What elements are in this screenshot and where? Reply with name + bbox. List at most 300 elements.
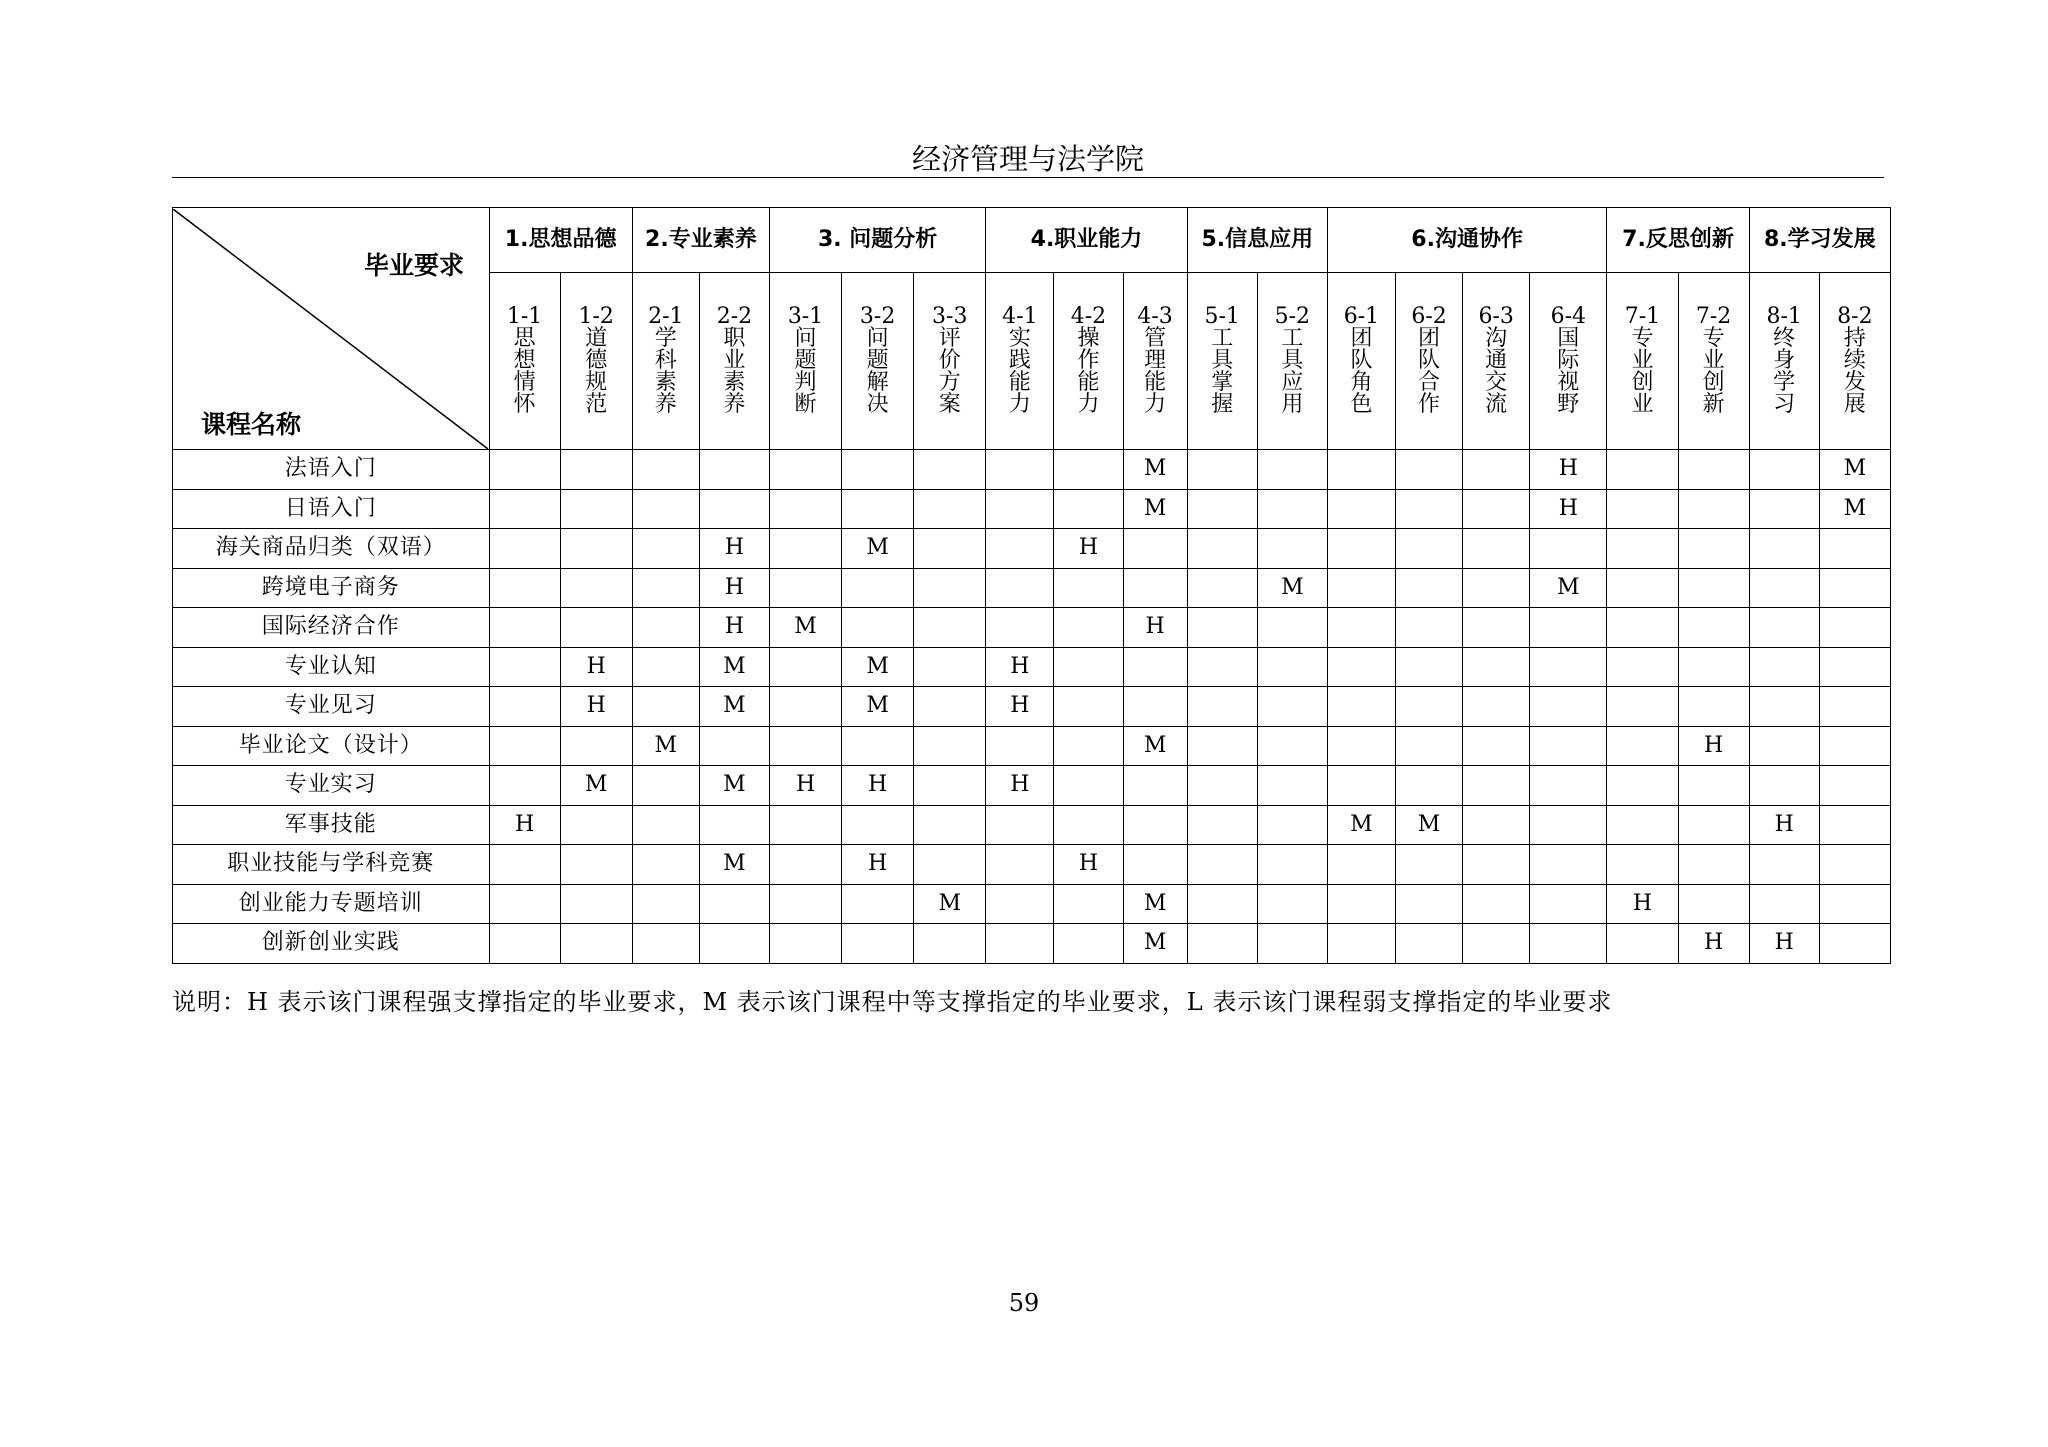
support-level-cell: H (1054, 529, 1123, 569)
support-level-cell (914, 647, 986, 687)
support-level-cell: M (1530, 568, 1607, 608)
support-level-cell (986, 726, 1054, 766)
support-level-cell (986, 489, 1054, 529)
support-level-cell (914, 608, 986, 648)
support-level-cell (699, 924, 769, 964)
course-name-cell: 专业见习 (173, 687, 490, 727)
support-level-cell (1749, 568, 1819, 608)
support-level-cell (1463, 766, 1530, 806)
table-row (173, 529, 1891, 569)
table-row (173, 924, 1891, 964)
sub-requirement-name: 团队角色 (1350, 326, 1373, 417)
requirement-group-header: 8.学习发展 (1749, 208, 1890, 273)
support-level-cell (1749, 489, 1819, 529)
requirement-group-header: 5.信息应用 (1187, 208, 1327, 273)
support-level-cell (1257, 687, 1327, 727)
support-level-cell (1678, 450, 1749, 490)
support-level-cell (1749, 450, 1819, 490)
sub-requirement-header (1530, 273, 1607, 450)
sub-requirement-code: 4-2 (1070, 304, 1107, 329)
legend-note: 说明：H 表示该门课程强支撑指定的毕业要求，M 表示该门课程中等支撑指定的毕业要求，L 表示该门课程弱支撑指定的毕业要求 (172, 988, 1613, 1016)
sub-requirement-code: 3-2 (859, 304, 896, 329)
support-level-cell (1054, 805, 1123, 845)
support-level-cell: M (632, 726, 699, 766)
support-level-cell (1054, 687, 1123, 727)
support-level-cell (1819, 647, 1890, 687)
sub-requirement-code: 1-1 (506, 304, 543, 329)
support-level-cell (986, 568, 1054, 608)
support-level-cell: M (1819, 489, 1890, 529)
sub-requirement-header (699, 273, 769, 450)
support-level-cell (1257, 845, 1327, 885)
support-level-cell (914, 489, 986, 529)
sub-requirement-code: 8-1 (1766, 304, 1802, 329)
support-level-cell: H (1530, 450, 1607, 490)
support-level-cell: H (986, 687, 1054, 727)
sub-requirement-name: 思想情怀 (513, 326, 536, 417)
support-level-cell (489, 924, 560, 964)
support-level-cell (1530, 529, 1607, 569)
support-level-cell (1463, 568, 1530, 608)
sub-requirement-header (769, 273, 841, 450)
support-level-cell (489, 687, 560, 727)
support-level-cell (914, 568, 986, 608)
course-name-cell: 日语入门 (173, 489, 490, 529)
support-level-cell (489, 450, 560, 490)
support-level-cell (489, 489, 560, 529)
sub-requirement-name: 道德规范 (585, 326, 608, 417)
support-level-cell (1463, 489, 1530, 529)
support-level-cell (560, 608, 632, 648)
support-level-cell (699, 884, 769, 924)
support-level-cell (842, 568, 914, 608)
sub-requirement-header (1396, 273, 1463, 450)
support-level-cell (1257, 766, 1327, 806)
support-level-cell (1396, 726, 1463, 766)
support-level-cell (632, 489, 699, 529)
support-level-cell (986, 924, 1054, 964)
support-level-cell (1257, 924, 1327, 964)
sub-requirement-header (1819, 273, 1890, 450)
support-level-cell (1463, 529, 1530, 569)
support-level-cell (1257, 529, 1327, 569)
support-level-cell: H (1678, 924, 1749, 964)
table-row (173, 608, 1891, 648)
support-level-cell (1819, 726, 1890, 766)
support-level-cell (1054, 450, 1123, 490)
support-level-cell (1054, 647, 1123, 687)
support-level-cell (489, 884, 560, 924)
requirement-group-header: 4.职业能力 (986, 208, 1187, 273)
table-row (173, 450, 1891, 490)
support-level-cell (1187, 687, 1257, 727)
support-level-cell (1463, 805, 1530, 845)
support-level-cell (1123, 529, 1187, 569)
support-level-cell: H (842, 766, 914, 806)
corner-label-requirements: 毕业要求 (363, 250, 464, 280)
support-level-cell (560, 726, 632, 766)
support-level-cell (1054, 608, 1123, 648)
support-level-cell (1749, 726, 1819, 766)
sub-requirement-header (1054, 273, 1123, 450)
sub-requirement-header (1678, 273, 1749, 450)
support-level-cell: M (914, 884, 986, 924)
support-level-cell: H (986, 647, 1054, 687)
support-level-cell (769, 450, 841, 490)
course-name-cell: 毕业论文（设计） (173, 726, 490, 766)
support-level-cell (1607, 489, 1678, 529)
support-level-cell (1819, 845, 1890, 885)
support-level-cell: M (842, 647, 914, 687)
support-level-cell (1327, 884, 1395, 924)
support-level-cell (1327, 608, 1395, 648)
support-level-cell (1257, 489, 1327, 529)
support-level-cell (560, 924, 632, 964)
support-level-cell (842, 726, 914, 766)
sub-requirement-header (986, 273, 1054, 450)
group-header-row (173, 208, 1891, 273)
support-level-cell (769, 726, 841, 766)
support-level-cell (632, 766, 699, 806)
sub-requirement-code: 6-3 (1478, 304, 1514, 329)
support-level-cell (632, 608, 699, 648)
support-level-cell (1187, 884, 1257, 924)
support-level-cell (1819, 924, 1890, 964)
support-level-cell (1054, 568, 1123, 608)
table-row (173, 766, 1891, 806)
sub-requirement-name: 终身学习 (1773, 326, 1796, 417)
support-level-cell: M (1123, 726, 1187, 766)
support-level-cell: H (1678, 726, 1749, 766)
support-level-cell (1054, 884, 1123, 924)
support-level-cell (986, 845, 1054, 885)
table-corner-cell (173, 208, 490, 450)
support-level-cell (1749, 766, 1819, 806)
sub-requirement-header (1257, 273, 1327, 450)
support-level-cell (1530, 687, 1607, 727)
support-level-cell (1749, 647, 1819, 687)
support-level-cell (1327, 489, 1395, 529)
sub-requirement-header (842, 273, 914, 450)
support-level-cell (1463, 647, 1530, 687)
support-level-cell (914, 766, 986, 806)
support-level-cell (1396, 608, 1463, 648)
support-level-cell (632, 845, 699, 885)
support-level-cell (1530, 647, 1607, 687)
support-level-cell (1819, 766, 1890, 806)
support-level-cell (1054, 766, 1123, 806)
support-level-cell (1123, 647, 1187, 687)
support-level-cell: H (1054, 845, 1123, 885)
support-level-cell (769, 805, 841, 845)
table-row (173, 884, 1891, 924)
support-level-cell (1678, 884, 1749, 924)
support-level-cell (560, 845, 632, 885)
support-level-cell: M (1123, 884, 1187, 924)
support-level-cell (914, 924, 986, 964)
sub-requirement-code: 7-1 (1624, 304, 1661, 329)
support-level-cell (1396, 568, 1463, 608)
sub-requirement-header (1463, 273, 1530, 450)
sub-requirement-code: 8-2 (1837, 304, 1873, 329)
support-level-cell (1463, 884, 1530, 924)
support-level-cell (842, 450, 914, 490)
support-level-cell (1396, 766, 1463, 806)
support-level-cell: H (986, 766, 1054, 806)
sub-requirement-name: 实践能力 (1008, 326, 1031, 417)
support-level-cell (1678, 647, 1749, 687)
support-level-cell (1607, 687, 1678, 727)
sub-requirement-code: 1-2 (578, 304, 614, 329)
support-level-cell (1530, 924, 1607, 964)
support-level-cell: H (1607, 884, 1678, 924)
table-row (173, 489, 1891, 529)
sub-requirement-code: 2-2 (716, 304, 753, 329)
support-level-cell (560, 450, 632, 490)
support-level-cell (1819, 568, 1890, 608)
sub-requirement-name: 管理能力 (1144, 326, 1167, 417)
sub-requirement-header (914, 273, 986, 450)
support-level-cell (489, 845, 560, 885)
support-level-cell (1678, 529, 1749, 569)
support-level-cell (986, 884, 1054, 924)
support-level-cell (914, 845, 986, 885)
support-level-cell (1187, 647, 1257, 687)
support-level-cell (1396, 924, 1463, 964)
support-level-cell: H (1749, 805, 1819, 845)
support-level-cell (1530, 884, 1607, 924)
sub-requirement-name: 工具掌握 (1211, 326, 1234, 417)
support-level-cell (1607, 766, 1678, 806)
support-level-cell (1257, 608, 1327, 648)
support-level-cell (1123, 805, 1187, 845)
sub-requirement-code: 4-3 (1137, 304, 1173, 329)
course-name-cell: 军事技能 (173, 805, 490, 845)
support-level-cell (1463, 608, 1530, 648)
support-level-cell (1327, 450, 1395, 490)
support-level-cell (632, 884, 699, 924)
support-level-cell (986, 529, 1054, 569)
support-level-cell (1819, 884, 1890, 924)
table-row (173, 568, 1891, 608)
support-level-cell (914, 450, 986, 490)
sub-requirement-name: 团队合作 (1418, 326, 1441, 417)
support-level-cell: M (842, 529, 914, 569)
support-level-cell (914, 805, 986, 845)
support-level-cell: M (560, 766, 632, 806)
sub-requirement-header (632, 273, 699, 450)
sub-requirement-code: 4-1 (1002, 304, 1038, 329)
sub-requirement-header (1123, 273, 1187, 450)
sub-requirement-name: 持续发展 (1843, 326, 1866, 417)
sub-requirement-name: 工具应用 (1281, 326, 1304, 417)
support-level-cell (632, 529, 699, 569)
support-level-cell (1396, 529, 1463, 569)
support-level-cell: M (769, 608, 841, 648)
support-level-cell (842, 884, 914, 924)
support-level-cell (1607, 450, 1678, 490)
requirement-group-header: 6.沟通协作 (1327, 208, 1607, 273)
support-level-cell (1749, 845, 1819, 885)
support-level-cell (699, 489, 769, 529)
support-level-cell (1607, 845, 1678, 885)
support-level-cell: M (1396, 805, 1463, 845)
support-level-cell: H (560, 647, 632, 687)
support-level-cell: M (699, 687, 769, 727)
support-level-cell (1123, 845, 1187, 885)
sub-requirement-name: 专业创业 (1631, 326, 1654, 417)
support-level-cell (1678, 766, 1749, 806)
support-level-cell (1530, 766, 1607, 806)
support-level-cell (986, 450, 1054, 490)
table-row (173, 687, 1891, 727)
sub-requirement-name: 问题判断 (794, 326, 817, 417)
support-level-cell (1678, 608, 1749, 648)
support-level-cell (1607, 608, 1678, 648)
support-level-cell (1187, 766, 1257, 806)
support-level-cell (769, 529, 841, 569)
support-level-cell (1463, 687, 1530, 727)
support-level-cell (1327, 845, 1395, 885)
sub-requirement-code: 6-2 (1411, 304, 1447, 329)
support-level-cell (1327, 766, 1395, 806)
sub-requirement-name: 职业素养 (723, 326, 746, 417)
table-row (173, 726, 1891, 766)
support-level-cell (986, 608, 1054, 648)
support-level-cell (489, 726, 560, 766)
table-row (173, 845, 1891, 885)
page-header-title: 经济管理与法学院 (911, 142, 1144, 176)
support-level-cell: H (842, 845, 914, 885)
support-level-cell: H (769, 766, 841, 806)
support-level-cell (1187, 924, 1257, 964)
support-level-cell: M (1819, 450, 1890, 490)
support-level-cell (1396, 647, 1463, 687)
sub-requirement-code: 7-2 (1695, 304, 1732, 329)
support-level-cell: H (1123, 608, 1187, 648)
requirement-group-header: 1.思想品德 (489, 208, 632, 273)
support-level-cell (769, 687, 841, 727)
support-level-cell (489, 766, 560, 806)
support-level-cell (1054, 726, 1123, 766)
sub-requirement-header (1749, 273, 1819, 450)
support-level-cell (1463, 726, 1530, 766)
course-name-cell: 职业技能与学科竞赛 (173, 845, 490, 885)
sub-requirement-code: 6-4 (1550, 304, 1587, 329)
support-level-cell (769, 568, 841, 608)
support-level-cell (1530, 805, 1607, 845)
support-level-cell (560, 489, 632, 529)
support-level-cell (1607, 647, 1678, 687)
support-level-cell (1749, 687, 1819, 727)
course-name-cell: 跨境电子商务 (173, 568, 490, 608)
support-level-cell (1187, 726, 1257, 766)
support-level-cell: H (699, 608, 769, 648)
sub-requirement-name: 评价方案 (938, 326, 961, 417)
corner-label-course-name: 课程名称 (201, 409, 302, 439)
support-level-cell: H (699, 568, 769, 608)
sub-requirement-code: 3-3 (932, 304, 968, 329)
support-level-cell (769, 884, 841, 924)
sub-requirement-code: 2-1 (648, 304, 684, 329)
support-level-cell (560, 805, 632, 845)
support-level-cell (1123, 568, 1187, 608)
support-level-cell (1607, 924, 1678, 964)
support-level-cell (699, 450, 769, 490)
support-level-cell (632, 647, 699, 687)
support-level-cell (914, 687, 986, 727)
support-level-cell (1819, 529, 1890, 569)
course-name-cell: 创新创业实践 (173, 924, 490, 964)
support-level-cell (1463, 450, 1530, 490)
sub-requirement-header (1607, 273, 1678, 450)
support-level-cell (489, 529, 560, 569)
support-level-cell (632, 805, 699, 845)
support-level-cell: H (489, 805, 560, 845)
support-level-cell: H (1749, 924, 1819, 964)
sub-requirement-code: 3-1 (787, 304, 824, 329)
support-level-cell (1530, 726, 1607, 766)
support-level-cell (632, 568, 699, 608)
support-level-cell (632, 687, 699, 727)
support-level-cell (1257, 884, 1327, 924)
support-level-cell (1187, 805, 1257, 845)
sub-requirement-name: 操作能力 (1077, 326, 1100, 417)
support-level-cell (842, 805, 914, 845)
support-level-cell (1678, 845, 1749, 885)
course-name-cell: 专业实习 (173, 766, 490, 806)
support-level-cell (1327, 924, 1395, 964)
support-level-cell: M (699, 647, 769, 687)
support-level-cell (1327, 647, 1395, 687)
support-level-cell (1396, 845, 1463, 885)
support-level-cell (1123, 766, 1187, 806)
support-level-cell (1463, 924, 1530, 964)
support-level-cell (489, 647, 560, 687)
support-level-cell (1187, 450, 1257, 490)
support-level-cell (769, 647, 841, 687)
support-level-cell (769, 924, 841, 964)
support-level-cell: H (560, 687, 632, 727)
support-level-cell (1678, 568, 1749, 608)
support-level-cell (1463, 845, 1530, 885)
header-rule (172, 177, 1884, 178)
support-level-cell (1257, 726, 1327, 766)
support-level-cell (1749, 884, 1819, 924)
support-level-cell (1530, 845, 1607, 885)
support-level-cell (1819, 608, 1890, 648)
requirement-group-header: 3. 问题分析 (769, 208, 985, 273)
sub-requirement-header (560, 273, 632, 450)
support-level-cell (1607, 529, 1678, 569)
support-level-cell (632, 450, 699, 490)
support-level-cell (1530, 608, 1607, 648)
support-level-cell: M (699, 845, 769, 885)
support-level-cell (1327, 687, 1395, 727)
support-level-cell (1396, 687, 1463, 727)
support-level-cell (842, 489, 914, 529)
support-level-cell: M (1123, 489, 1187, 529)
support-level-cell (1607, 568, 1678, 608)
sub-requirement-header (489, 273, 560, 450)
support-level-cell (1749, 608, 1819, 648)
support-level-cell (1257, 805, 1327, 845)
support-level-cell: H (699, 529, 769, 569)
support-level-cell (1678, 489, 1749, 529)
support-level-cell (1257, 450, 1327, 490)
support-level-cell (1678, 805, 1749, 845)
sub-requirement-code: 5-1 (1204, 304, 1240, 329)
